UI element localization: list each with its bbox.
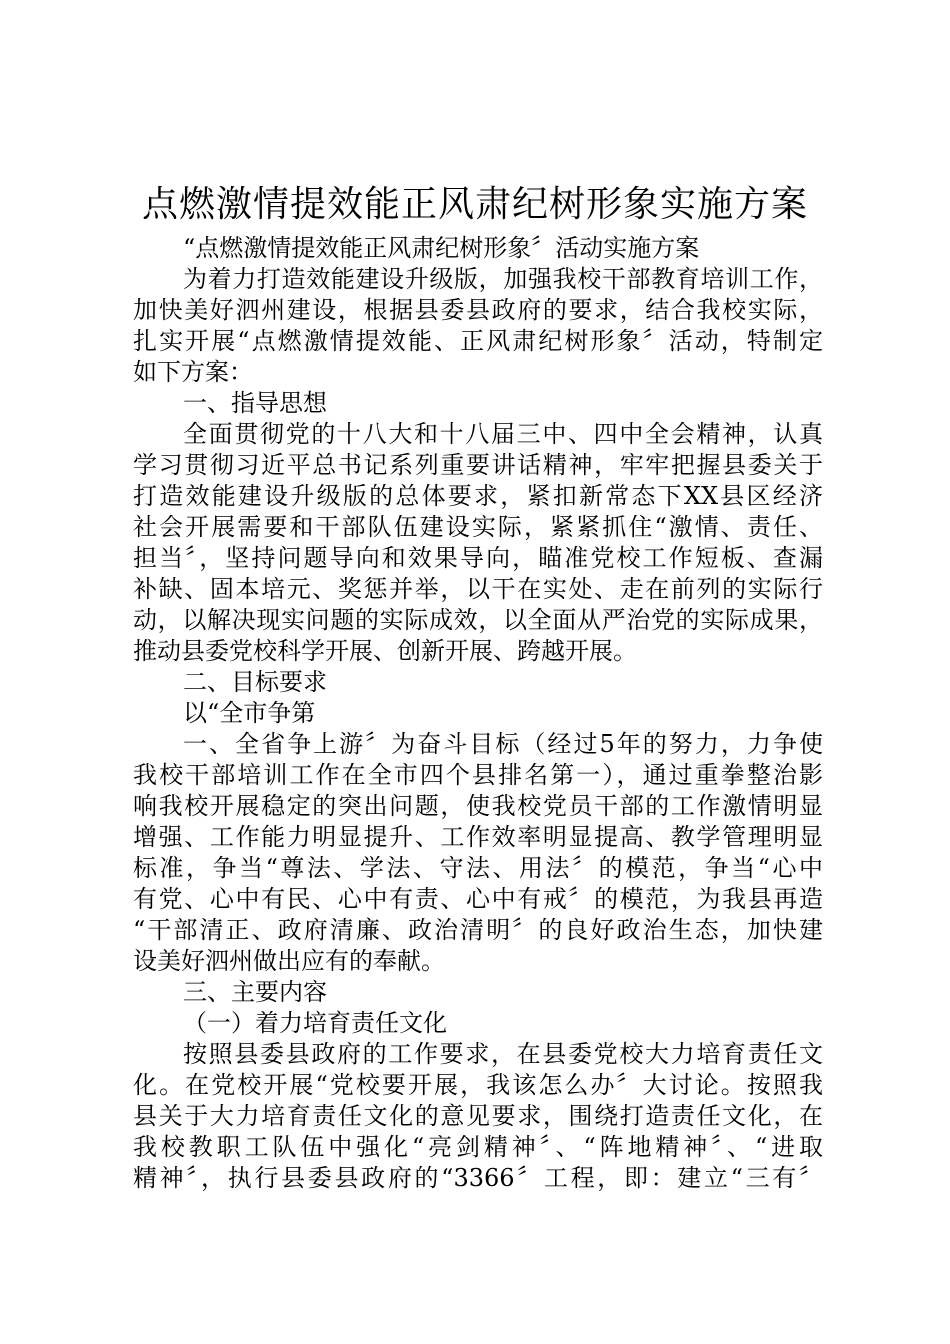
- paragraph-line: 学习贯彻习近平总书记系列重要讲话精神，牢牢把握县委关于: [133, 451, 823, 479]
- paragraph-line: 为着力打造效能建设升级版，加强我校干部教育培训工作，: [183, 265, 823, 293]
- paragraph-line: 化。在党校开展“党校要开展，我该怎么办〞大讨论。按照我: [133, 1071, 823, 1099]
- paragraph-line: 我校干部培训工作在全市四个县排名第一），通过重拳整治影: [133, 761, 823, 789]
- section-heading: 三、主要内容: [183, 978, 327, 1006]
- paragraph-line: “干部清正、政府清廉、政治清明〞的良好政治生态，加快建: [133, 916, 823, 944]
- paragraph-line: 担当〞，坚持问题导向和效果导向，瞄准党校工作短板、查漏: [133, 544, 823, 572]
- paragraph-line: 扎实开展“点燃激情提效能、正风肃纪树形象〞活动，特制定: [133, 327, 823, 355]
- paragraph-line: 县关于大力培育责任文化的意见要求，围绕打造责任文化，在: [133, 1102, 823, 1130]
- paragraph-line: 补缺、固本培元、奖惩并举，以干在实处、走在前列的实际行: [133, 575, 823, 603]
- paragraph-line: 社会开展需要和干部队伍建设实际，紧紧抓住“激情、责任、: [133, 513, 823, 541]
- document-body: [133, 233, 823, 1194]
- subsection-heading: （一）着力培育责任文化: [183, 1009, 447, 1037]
- paragraph-line: 全面贯彻党的十八大和十八届三中、四中全会精神，认真: [183, 420, 823, 448]
- paragraph-line: 推动县委党校科学开展、创新开展、跨越开展。: [133, 637, 637, 665]
- section-heading: 二、目标要求: [183, 668, 327, 696]
- paragraph-line: 动，以解决现实问题的实际成效，以全面从严治党的实际成果，: [133, 606, 823, 634]
- paragraph-line: 精神〞，执行县委县政府的“3366〞工程，即：建立“三有〞: [133, 1164, 823, 1192]
- paragraph-line: 如下方案：: [133, 358, 253, 386]
- paragraph-line: 增强、工作能力明显提升、工作效率明显提高、教学管理明显: [133, 823, 823, 851]
- paragraph-line: 一、全省争上游〞为奋斗目标（经过5年的努力，力争使: [183, 730, 823, 758]
- paragraph-line: 加快美好泗州建设，根据县委县政府的要求，结合我校实际，: [133, 296, 823, 324]
- paragraph-line: 按照县委县政府的工作要求，在县委党校大力培育责任文: [183, 1040, 823, 1068]
- paragraph-line: 设美好泗州做出应有的奉献。: [133, 947, 445, 975]
- document-title: 点燃激情提效能正风肃纪树形象实施方案: [141, 184, 808, 225]
- subtitle-line: “点燃激情提效能正风肃纪树形象〞活动实施方案: [183, 234, 700, 262]
- paragraph-line: 响我校开展稳定的突出问题，使我校党员干部的工作激情明显: [133, 792, 823, 820]
- paragraph-line: 打造效能建设升级版的总体要求，紧扣新常态下XX县区经济: [133, 482, 823, 510]
- paragraph-line: 有党、心中有民、心中有责、心中有戒〞的模范，为我县再造: [133, 885, 823, 913]
- paragraph-line: 标准，争当“尊法、学法、守法、用法〞的模范，争当“心中: [133, 854, 823, 882]
- paragraph-line: 我校教职工队伍中强化“亮剑精神〞、“阵地精神〞、“进取: [133, 1133, 823, 1161]
- section-heading: 一、指导思想: [183, 389, 327, 417]
- paragraph-line: 以“全市争第: [183, 699, 316, 727]
